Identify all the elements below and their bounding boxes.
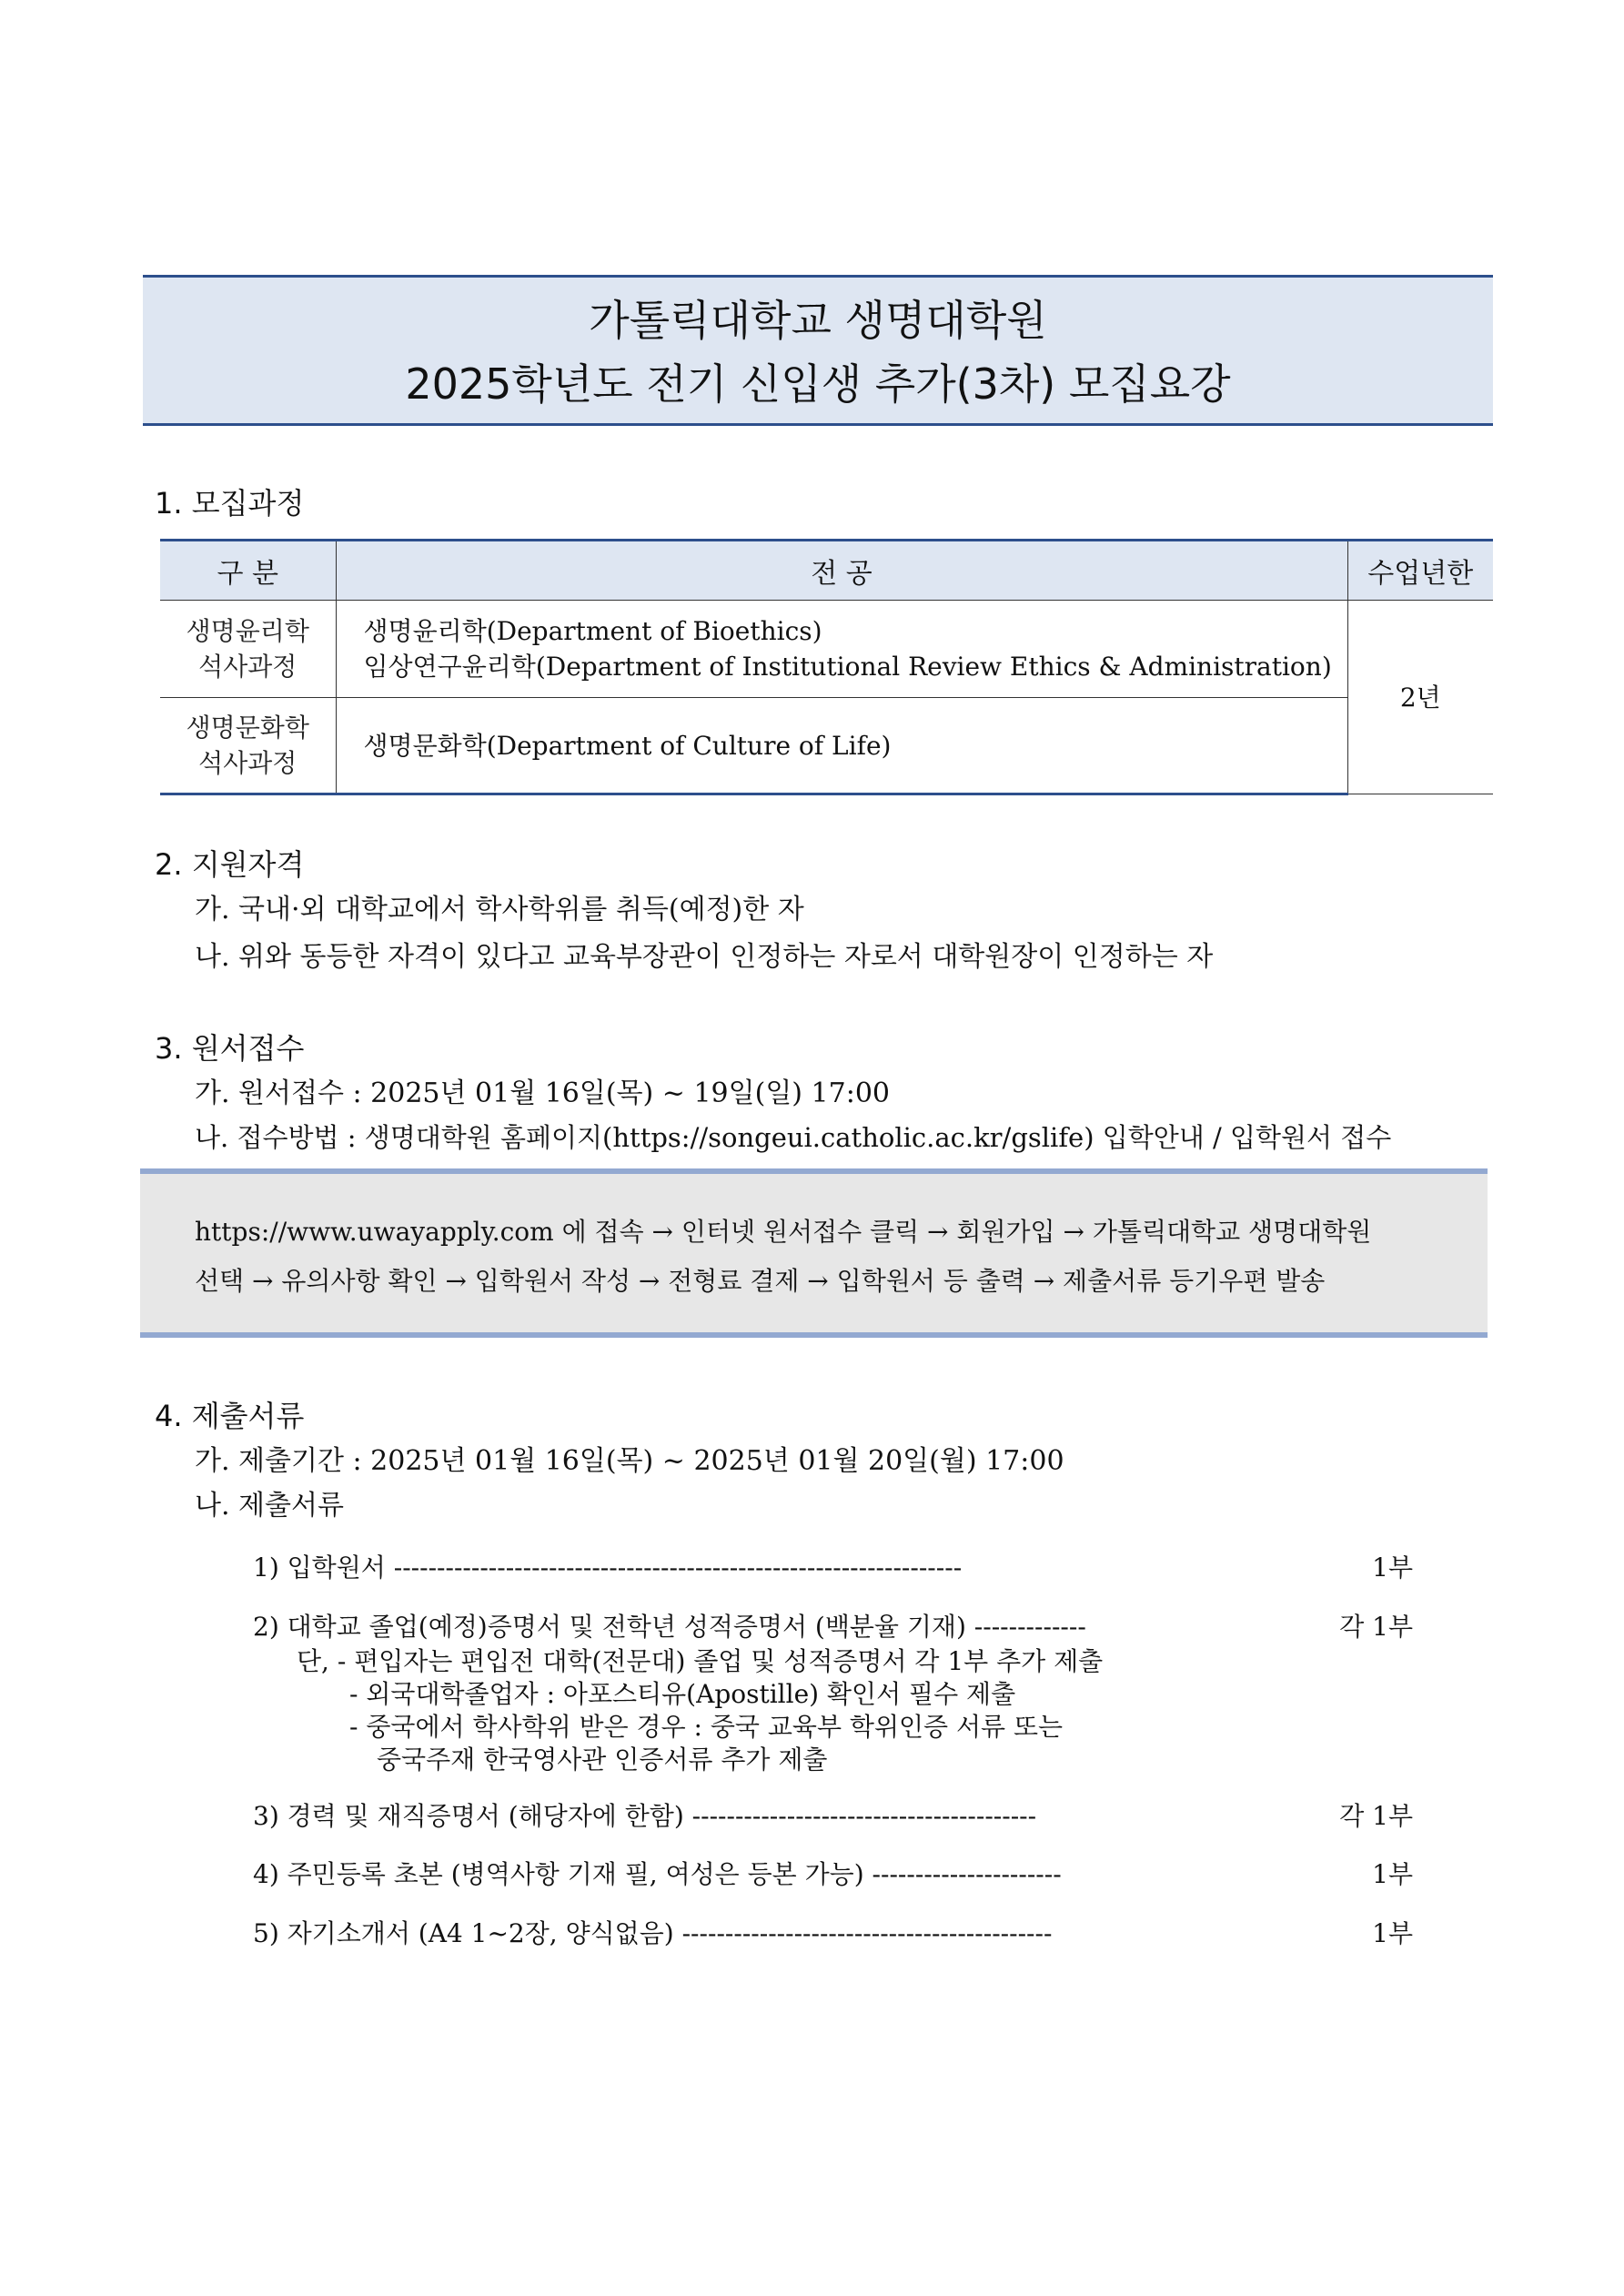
category-label: 생명윤리학 bbox=[186, 616, 309, 646]
header-category: 구 분 bbox=[160, 541, 336, 601]
application-steps-line: 선택 → 유의사항 확인 → 입학원서 작성 → 전형료 결제 → 입학원서 등 출력 → 제출서류 등기우편 발송 bbox=[195, 1266, 1326, 1296]
major-name: 생명윤리학(Department of Bioethics) bbox=[363, 616, 822, 646]
page-subtitle: 2025학년도 전기 신입생 추가(3차) 모집요강 bbox=[405, 359, 1231, 409]
header-years: 수업년한 bbox=[1347, 541, 1493, 601]
application-steps-box bbox=[140, 1168, 1488, 1338]
document-note: - 외국대학졸업자 : 아포스티유(Apostille) 확인서 필수 제출 bbox=[349, 1679, 1016, 1709]
application-method: 나. 접수방법 : 생명대학원 홈페이지(https://songeui.catholic.ac.kr/gslife) 입학안내 / 입학원서 접수 bbox=[195, 1122, 1392, 1153]
application-steps-line: https://www.uwayapply.com 에 접속 → 인터넷 원서접수 클릭 → 회원가입 → 가톨릭대학교 생명대학원 bbox=[195, 1217, 1372, 1247]
application-period: 가. 원서접수 : 2025년 01월 16일(목) ~ 19일(일) 17:00 bbox=[195, 1077, 890, 1109]
table-header-row bbox=[160, 541, 1493, 601]
major-cell bbox=[336, 601, 1347, 698]
document-note: 중국주재 한국영사관 인증서류 추가 제출 bbox=[377, 1745, 828, 1775]
document-qty: 1부 bbox=[1372, 1859, 1413, 1889]
page-title: 가톨릭대학교 생명대학원 bbox=[589, 296, 1047, 345]
section-heading-eligibility: 2. 지원자격 bbox=[155, 847, 305, 882]
category-degree: 석사과정 bbox=[198, 652, 298, 682]
major-name: 생명문화학(Department of Culture of Life) bbox=[363, 730, 892, 761]
category-degree: 석사과정 bbox=[198, 748, 298, 778]
document-note: 단, - 편입자는 편입전 대학(전문대) 졸업 및 성적증명서 각 1부 추가 제출 bbox=[297, 1646, 1104, 1676]
document-name: 2) 대학교 졸업(예정)증명서 및 전학년 성적증명서 (백분율 기재) ------------- bbox=[253, 1612, 1086, 1642]
category-cell bbox=[160, 601, 336, 698]
submission-period: 가. 제출기간 : 2025년 01월 16일(목) ~ 2025년 01월 20일(월) 17:00 bbox=[195, 1445, 1064, 1477]
section-heading-courses: 1. 모집과정 bbox=[155, 486, 305, 521]
document-name: 5) 자기소개서 (A4 1~2장, 양식없음) ------------------------------------------- bbox=[253, 1918, 1053, 1948]
document-name: 4) 주민등록 초본 (병역사항 기재 필, 여성은 등본 가능) ---------------------- bbox=[253, 1859, 1062, 1889]
eligibility-item: 가. 국내·외 대학교에서 학사학위를 취득(예정)한 자 bbox=[195, 894, 804, 925]
section-heading-documents: 4. 제출서류 bbox=[155, 1399, 305, 1433]
document-qty: 1부 bbox=[1372, 1918, 1413, 1948]
document-name: 3) 경력 및 재직증명서 (해당자에 한함) ---------------------------------------- bbox=[253, 1801, 1037, 1831]
course-table bbox=[160, 539, 1493, 795]
category-cell bbox=[160, 698, 336, 794]
section-heading-application: 3. 원서접수 bbox=[155, 1031, 305, 1066]
document-qty: 각 1부 bbox=[1339, 1612, 1413, 1642]
table-row bbox=[160, 601, 1493, 698]
document-name: 1) 입학원서 ------------------------------------------------------------------ bbox=[253, 1553, 963, 1583]
document-qty: 각 1부 bbox=[1339, 1801, 1413, 1831]
category-label: 생명문화학 bbox=[186, 713, 309, 743]
major-cell bbox=[336, 698, 1347, 794]
table-row bbox=[160, 698, 1493, 794]
eligibility-item: 나. 위와 동등한 자격이 있다고 교육부장관이 인정하는 자로서 대학원장이 인정하는 자 bbox=[195, 941, 1214, 973]
years-cell: 2년 bbox=[1347, 601, 1493, 794]
documents-label: 나. 제출서류 bbox=[195, 1490, 344, 1522]
document-qty: 1부 bbox=[1372, 1553, 1413, 1583]
document-note: - 중국에서 학사학위 받은 경우 : 중국 교육부 학위인증 서류 또는 bbox=[349, 1712, 1064, 1742]
header-major: 전 공 bbox=[336, 541, 1347, 601]
title-box bbox=[143, 275, 1493, 426]
major-name: 임상연구윤리학(Department of Institutional Review Ethics & Administration) bbox=[363, 652, 1332, 682]
